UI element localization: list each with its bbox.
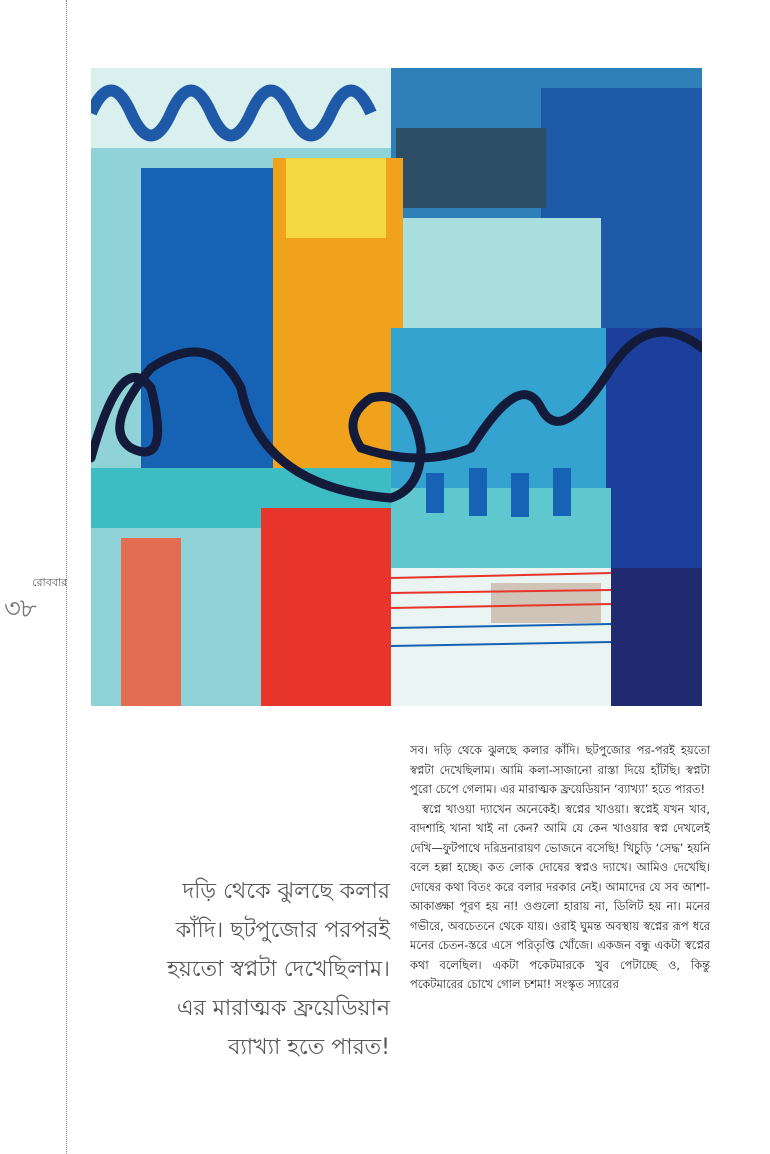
page-section-label: রোববার (32, 576, 68, 589)
article-body (410, 741, 710, 995)
pull-quote-line: এর মারাত্মক ফ্রয়েডিয়ান (176, 996, 390, 1021)
pull-quote-line: দড়ি থেকে ঝুলছে কলার (182, 879, 390, 904)
pull-quote-line: ব্যাখ্যা হতে পারত! (228, 1035, 390, 1060)
abstract-painting-image (91, 68, 702, 706)
page-number: ৩৮ (4, 594, 36, 624)
pull-quote-line: কাঁদি। ছটপুজোর পরপরই (175, 918, 390, 943)
pull-quote-line: হয়তো স্বপ্নটা দেখেছিলাম। (167, 957, 390, 982)
article-paragraph: সব। দড়ি থেকে ঝুলছে কলার কাঁদি। ছটপুজোর পর-পরই হয়তো স্বপ্নটা দেখেছিলাম। আমি কলা-সাজানো রাস্তা দিয়ে হাঁটছি। স্বপ্নটা পুরো চেপে গেলাম। এর মারাত্মক ফ্রয়েডিয়ান ‘ব্যাখ্যা’ হতে পারত! (410, 743, 710, 796)
pull-quote (100, 872, 390, 1067)
article-paragraph: স্বপ্নে খাওয়া দ্যাখেন অনেকেই। স্বপ্নের খাওয়া। স্বপ্নেই যখন খাব, বাদশাহি খানা খাই না কেন? আমি যে কেন খাওয়ার স্বপ্ন দেখলেই দেখি—ফুটপাথে দরিদ্রনারায়ণ ভোজনে বসেছি! খিচুড়ি ‘সেদ্ধ’ হয়নি বলে হল্লা হচ্ছে। কত লোক দোষের স্বপ্নও দ্যাখে। আমিও দেখেছি। দোষের কথা বিতং করে বলার দরকার নেই। আমাদের যে সব আশা-আকাঙ্ক্ষা পূরণ হয় না! ওগুলো হারায় না, ডিলিট হয় না। মনের গভীরে, অবচেতনে থেকে যায়। ওরাই ঘুমন্ত অবস্থায় স্বপ্নের রূপ ধরে মনের চেতন-স্তরে এসে পরিতৃপ্তি খোঁজে। একজন বন্ধু একটা স্বপ্নের কথা বলেছিল। একটা পকেটমারকে খুব পেটাচ্ছে ও, কিন্তু পকেটমারের চোখে গোল চশমা! সংস্কৃত স্যারের (410, 801, 710, 991)
